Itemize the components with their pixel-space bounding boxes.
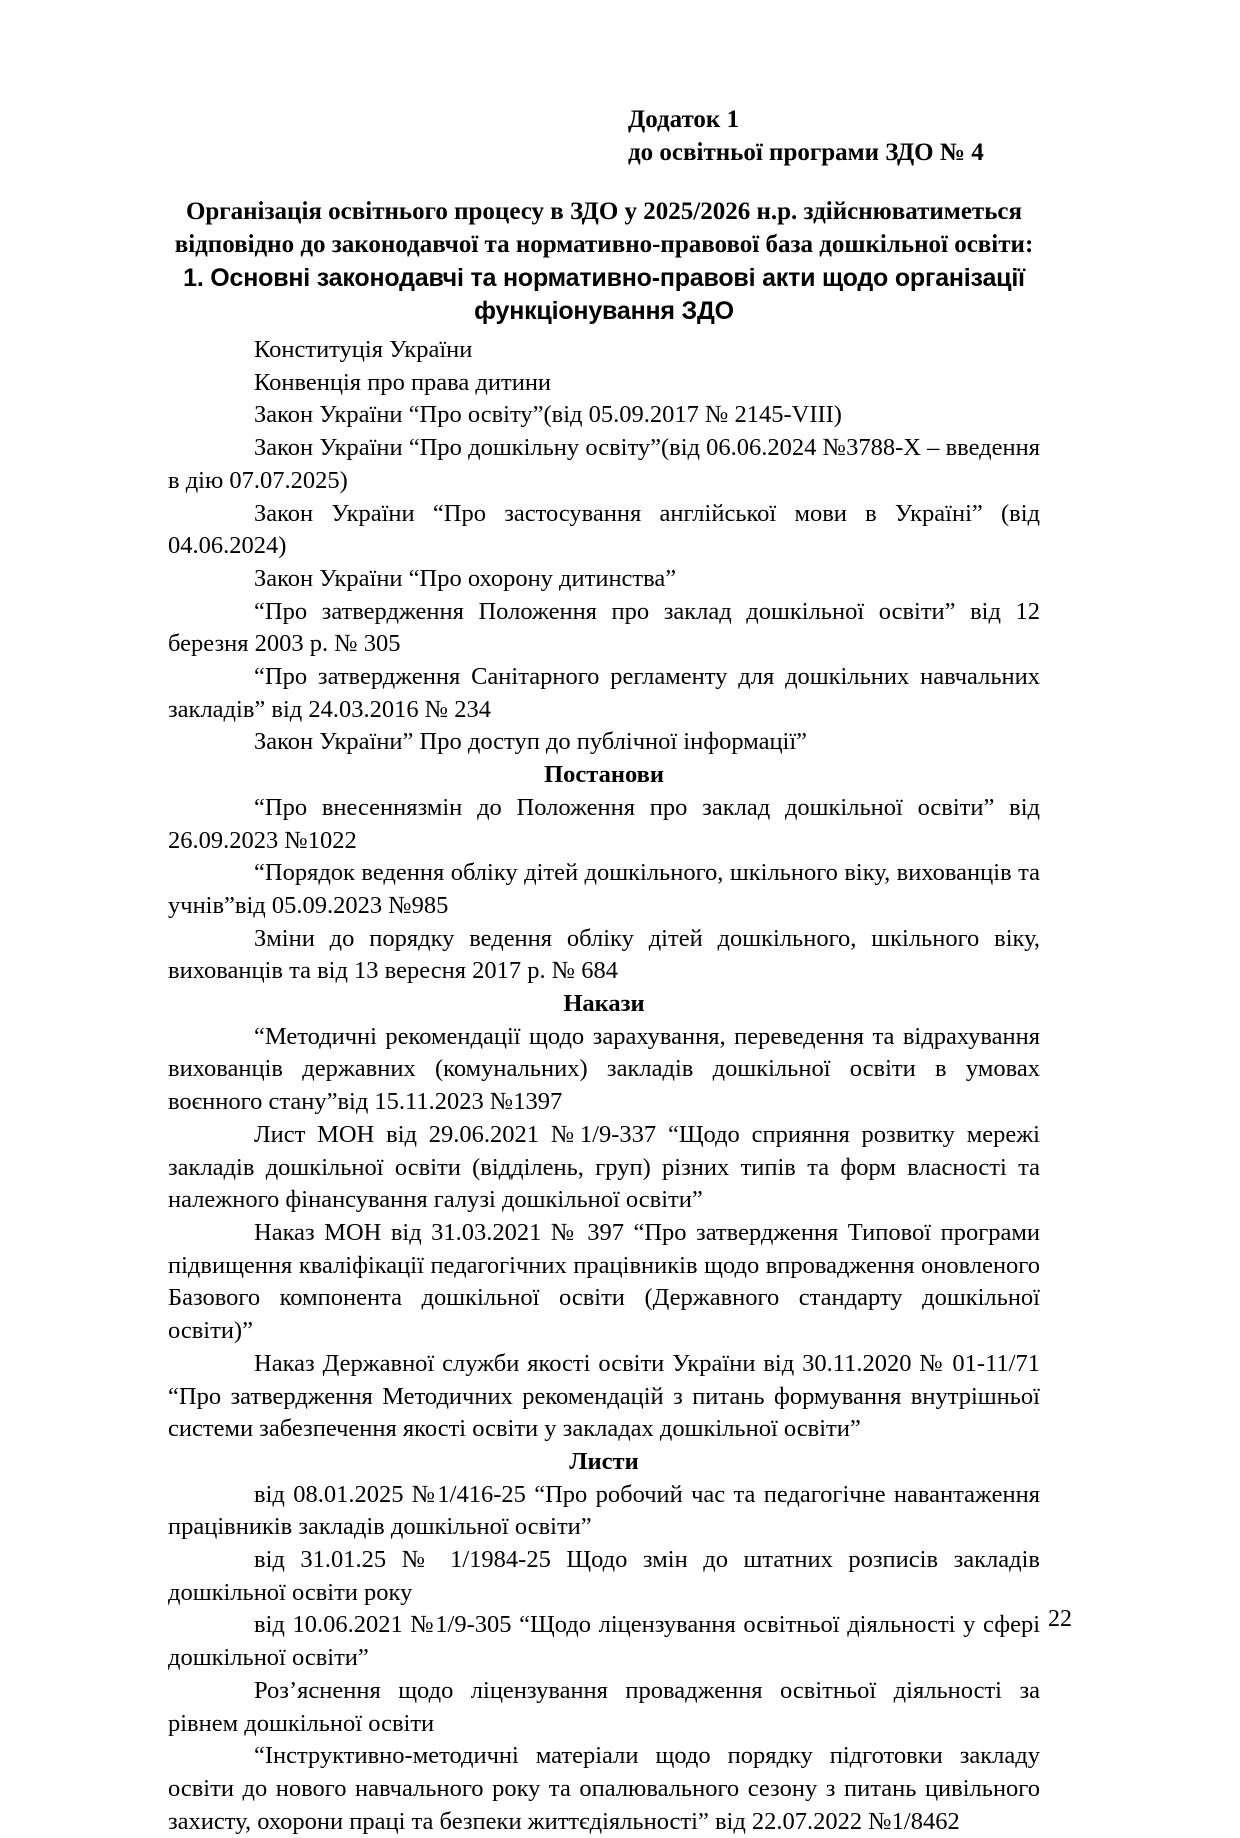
appendix-header-line-1: Додаток 1 xyxy=(628,106,740,133)
body-paragraph: від 08.01.2025 №1/416-25 “Про робочий час та педагогічне навантаження працівників закладів дошкільної освіти” xyxy=(168,1480,1040,1541)
body-paragraph: “Про затвердження Санітарного регламенту для дошкільних навчальних закладів” від 24.03.2016 № 234 xyxy=(168,663,1040,723)
body-paragraph: Роз’яснення щодо ліцензування провадження освітньої діяльності за рівнем дошкільної освіти xyxy=(168,1676,1040,1737)
body-paragraph: Наказ Державної служби якості освіти України від 30.11.2020 № 01-11/71 “Про затвердження Методичних рекомендацій з питань формування внутрішньої системи забезпечення якості освіти у закладах дошкільної освіти” xyxy=(168,1349,1040,1443)
body-paragraph: Закон України “Про застосування англійської мови в Україні” (від 04.06.2024) xyxy=(168,499,1040,560)
body-paragraph: Закон України “Про дошкільну освіту”(від 06.06.2024 №3788-X – введення в дію 07.07.2025) xyxy=(168,434,1040,494)
page-content xyxy=(168,104,1040,1838)
body-paragraph: Закон України “Про охорону дитинства” xyxy=(254,564,677,592)
page-title-line-4: функціонування ЗДО xyxy=(474,296,734,325)
body-paragraph: “Інструктивно-методичні матеріали щодо порядку підготовки закладу освіти до нового навчального року та опалювального сезону з питань цивільного захисту, охорони праці та безпеки життєдіяльності” від 22.07.2022 №1/8462 xyxy=(168,1742,1040,1835)
page-number: 22 xyxy=(1048,1606,1072,1632)
section-heading: Листи xyxy=(569,1447,639,1475)
body-paragraph: Лист МОН від 29.06.2021 №1/9-337 “Щодо сприяння розвитку мережі закладів дошкільної освіти (відділень, груп) різних типів та форм власності та належного фінансування галузі дошкільної освіти” xyxy=(168,1120,1040,1214)
appendix-header xyxy=(628,104,1040,169)
body-paragraph: “Про внесеннязмін до Положення про заклад дошкільної освіти” від 26.09.2023 №1022 xyxy=(168,793,1040,854)
body-paragraph: “Методичні рекомендації щодо зарахування, переведення та відрахування вихованців державних (комунальних) закладів дошкільної освіти в умовах воєнного стану”від 15.11.2023 №1397 xyxy=(168,1022,1040,1116)
body-paragraph: Наказ МОН від 31.03.2021 № 397 “Про затвердження Типової програми підвищення кваліфікації педагогічних працівників щодо впровадження оновленого Базового компонента дошкільної освіти (Державного стандарту дошкільної освіти)” xyxy=(168,1218,1040,1345)
section-heading: Накази xyxy=(563,990,645,1018)
appendix-header-line-2: до освітньої програми ЗДО № 4 xyxy=(628,138,984,166)
body-paragraph: від 31.01.25 № 1/1984-25 Щодо змін до штатних розписів закладів дошкільної освіти року xyxy=(168,1546,1040,1606)
page-title-line-1: Організація освітнього процесу в ЗДО у 2025/2026 н.р. здійснюватиметься xyxy=(185,198,1023,225)
body-paragraph: Закон України “Про освіту”(від 05.09.2017 № 2145-VIII) xyxy=(254,401,842,429)
body-paragraph: від 10.06.2021 №1/9-305 “Щодо ліцензування освітньої діяльності у сфері дошкільної освіти” xyxy=(168,1611,1040,1672)
page-title-line-3: 1. Основні законодавчі та нормативно-правові акти щодо організації xyxy=(183,263,1025,292)
body-paragraph: Конституція України xyxy=(254,336,473,363)
document-body xyxy=(168,334,1040,1838)
body-paragraph: Закон України” Про доступ до публічної інформації” xyxy=(254,728,808,756)
page-title-line-2: відповідно до законодавчої та нормативно-правової база дошкільної освіти: xyxy=(174,231,1034,259)
body-paragraph: “Порядок ведення обліку дітей дошкільного, шкільного віку, вихованців та учнів”від 05.09.2023 №985 xyxy=(168,859,1040,919)
body-paragraph: Конвенція про права дитини xyxy=(254,368,552,396)
body-paragraph: “Про затвердження Положення про заклад дошкільної освіти” від 12 березня 2003 р. № 305 xyxy=(168,597,1040,658)
page-title xyxy=(168,195,1040,328)
body-paragraph: Зміни до порядку ведення обліку дітей дошкільного, шкільного віку, вихованців та від 13 вересня 2017 р. № 684 xyxy=(168,924,1040,985)
section-heading: Постанови xyxy=(544,761,664,789)
